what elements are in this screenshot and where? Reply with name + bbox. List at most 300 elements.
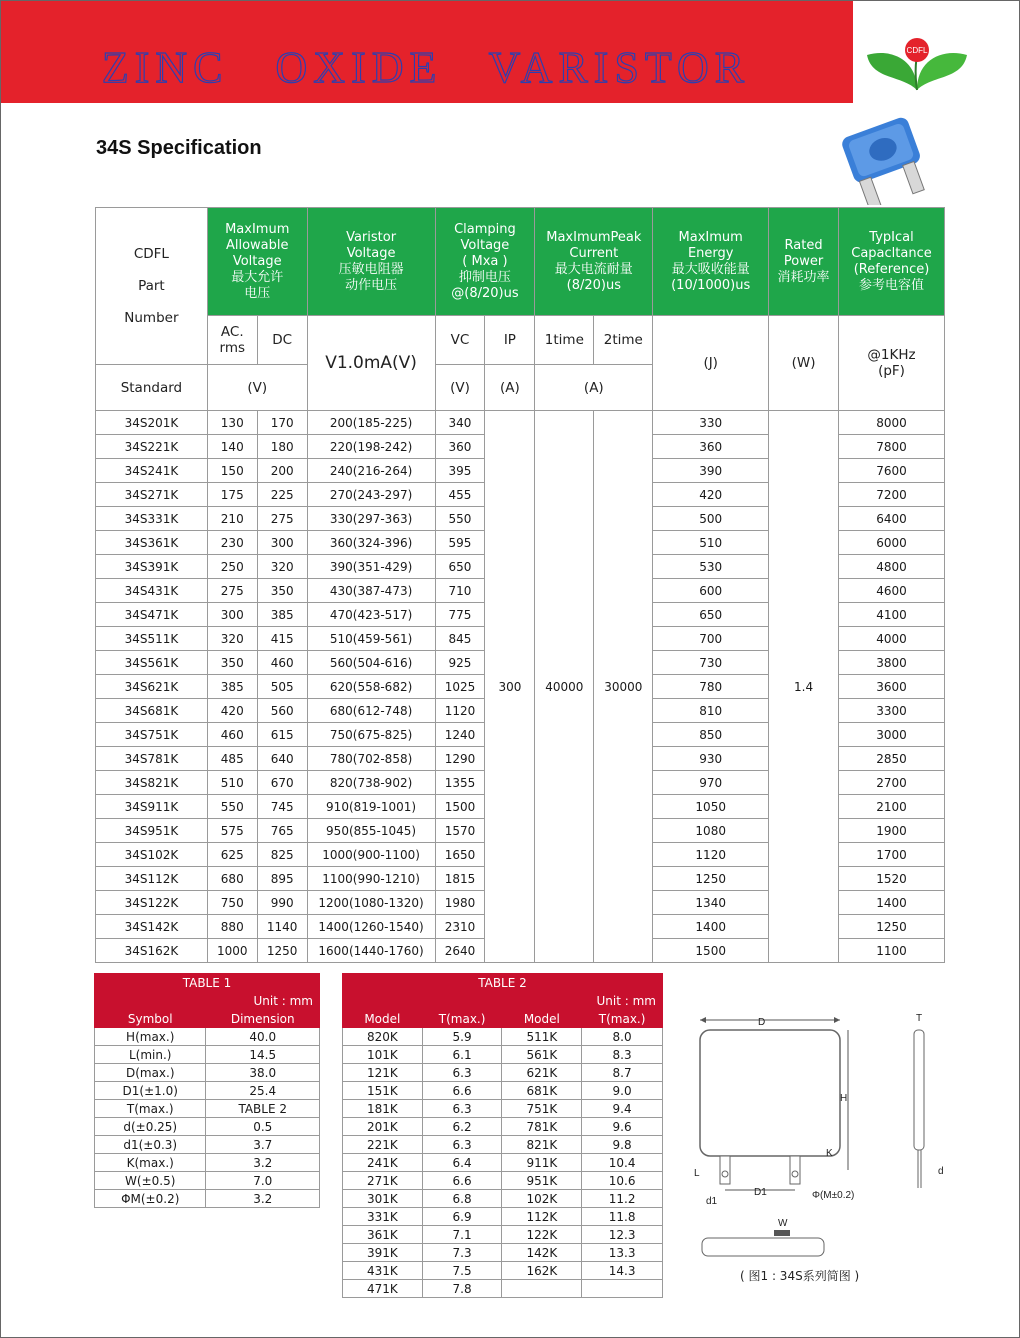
- t-max: [582, 1280, 663, 1298]
- varistor-voltage: 620(558-682): [307, 675, 435, 699]
- max-energy: 500: [653, 507, 769, 531]
- symbol: ΦM(±0.2): [95, 1190, 206, 1208]
- max-energy: 650: [653, 603, 769, 627]
- t-max: 6.9: [422, 1208, 502, 1226]
- varistor-voltage: 330(297-363): [307, 507, 435, 531]
- t-max: 8.0: [582, 1028, 663, 1046]
- table-2-row: [343, 1028, 663, 1046]
- dc-header: DC: [257, 316, 307, 365]
- part-number: 34S201K: [96, 411, 208, 435]
- model: 301K: [343, 1190, 423, 1208]
- dc-voltage: 415: [257, 627, 307, 651]
- t-max: 7.1: [422, 1226, 502, 1244]
- model: 181K: [343, 1100, 423, 1118]
- varistor-voltage: 1100(990-1210): [307, 867, 435, 891]
- ac-rms: 880: [207, 915, 257, 939]
- logo-text: CDFL: [906, 46, 928, 55]
- table-1-row: [95, 1082, 320, 1100]
- dc-voltage: 825: [257, 843, 307, 867]
- clamping-voltage: 1290: [435, 747, 485, 771]
- t-max: 9.6: [582, 1118, 663, 1136]
- t-max: 14.3: [582, 1262, 663, 1280]
- symbol: K(max.): [95, 1154, 206, 1172]
- power-unit-header: (W): [769, 316, 839, 411]
- t-max: 6.2: [422, 1118, 502, 1136]
- table-1-row: [95, 1154, 320, 1172]
- capacitance: 1400: [839, 891, 945, 915]
- peak-current-twice: 30000: [594, 411, 653, 963]
- max-energy: 970: [653, 771, 769, 795]
- max-energy: 730: [653, 651, 769, 675]
- drawing-caption: ( 图1 : 34S系列简图 ): [740, 1269, 860, 1283]
- capacitance: 4100: [839, 603, 945, 627]
- t-max: 6.6: [422, 1172, 502, 1190]
- t-max: 8.7: [582, 1064, 663, 1082]
- dimension: 38.0: [206, 1064, 320, 1082]
- max-energy: 930: [653, 747, 769, 771]
- ac-rms: 320: [207, 627, 257, 651]
- part-number-header: CDFL Part Number: [96, 208, 208, 365]
- t-max: 7.3: [422, 1244, 502, 1262]
- label-dd: d: [938, 1166, 944, 1177]
- table-2-row: [343, 1136, 663, 1154]
- t-max: 8.3: [582, 1046, 663, 1064]
- t-max: 5.9: [422, 1028, 502, 1046]
- varistor-voltage-header: Varistor Voltage 压敏电阻器 动作电压: [307, 208, 435, 316]
- dimension: 3.2: [206, 1154, 320, 1172]
- table-1-unit: Unit : mm: [95, 992, 320, 1010]
- varistor-voltage: 680(612-748): [307, 699, 435, 723]
- table-2-tmax-header: T(max.): [422, 1010, 502, 1028]
- max-energy: 390: [653, 459, 769, 483]
- clamping-voltage: 595: [435, 531, 485, 555]
- table-2-title: TABLE 2: [343, 974, 663, 992]
- part-number: 34S122K: [96, 891, 208, 915]
- t-max: 6.6: [422, 1082, 502, 1100]
- max-energy: 420: [653, 483, 769, 507]
- dc-voltage: 200: [257, 459, 307, 483]
- symbol: d1(±0.3): [95, 1136, 206, 1154]
- dc-voltage: 275: [257, 507, 307, 531]
- model: 122K: [502, 1226, 582, 1244]
- t-max: 9.4: [582, 1100, 663, 1118]
- voltage-unit-header: (V): [207, 365, 307, 411]
- capacitance: 8000: [839, 411, 945, 435]
- t-max: 11.2: [582, 1190, 663, 1208]
- dimension: 14.5: [206, 1046, 320, 1064]
- standard-header: Standard: [96, 365, 208, 411]
- table-2-unit: Unit : mm: [343, 992, 663, 1010]
- t-max: 6.1: [422, 1046, 502, 1064]
- t-max: 9.0: [582, 1082, 663, 1100]
- part-number: 34S142K: [96, 915, 208, 939]
- clamping-voltage: 1570: [435, 819, 485, 843]
- vc-unit-header: (V): [435, 365, 485, 411]
- vc-header: VC: [435, 316, 485, 365]
- max-energy: 530: [653, 555, 769, 579]
- clamping-voltage: 650: [435, 555, 485, 579]
- t-max: 6.8: [422, 1190, 502, 1208]
- capacitance: 4600: [839, 579, 945, 603]
- dc-voltage: 1250: [257, 939, 307, 963]
- max-energy: 1400: [653, 915, 769, 939]
- dc-voltage: 320: [257, 555, 307, 579]
- ac-rms: 250: [207, 555, 257, 579]
- max-energy: 600: [653, 579, 769, 603]
- max-energy: 1340: [653, 891, 769, 915]
- ac-rms: 275: [207, 579, 257, 603]
- dimension: 40.0: [206, 1028, 320, 1046]
- rated-power-header: Rated Power 消耗功率: [769, 208, 839, 316]
- capacitance: 6000: [839, 531, 945, 555]
- banner-title: ZINC OXIDE VARISTOR: [101, 43, 751, 92]
- table-2-row: [343, 1262, 663, 1280]
- dimension: 3.2: [206, 1190, 320, 1208]
- label-d1-small: d1: [706, 1196, 718, 1207]
- capacitance: 6400: [839, 507, 945, 531]
- varistor-voltage: 240(216-264): [307, 459, 435, 483]
- part-number: 34S821K: [96, 771, 208, 795]
- capacitance: 3300: [839, 699, 945, 723]
- varistor-voltage: 1000(900-1100): [307, 843, 435, 867]
- t-max: 13.3: [582, 1244, 663, 1262]
- clamping-voltage: 360: [435, 435, 485, 459]
- dimension-drawing: [688, 1008, 958, 1288]
- label-l: L: [694, 1168, 700, 1179]
- ac-rms: 510: [207, 771, 257, 795]
- max-energy: 810: [653, 699, 769, 723]
- label-t: T: [916, 1013, 923, 1024]
- table-1-row: [95, 1172, 320, 1190]
- model: 621K: [502, 1064, 582, 1082]
- part-number: 34S102K: [96, 843, 208, 867]
- ac-rms: 385: [207, 675, 257, 699]
- part-number: 34S911K: [96, 795, 208, 819]
- table-2-row: [343, 1064, 663, 1082]
- capacitance: 4000: [839, 627, 945, 651]
- part-number: 34S241K: [96, 459, 208, 483]
- model: 821K: [502, 1136, 582, 1154]
- model: 951K: [502, 1172, 582, 1190]
- symbol: d(±0.25): [95, 1118, 206, 1136]
- symbol: D1(±1.0): [95, 1082, 206, 1100]
- ac-rms: 420: [207, 699, 257, 723]
- max-energy: 780: [653, 675, 769, 699]
- max-energy: 1050: [653, 795, 769, 819]
- part-number: 34S221K: [96, 435, 208, 459]
- dc-voltage: 1140: [257, 915, 307, 939]
- table-2-row: [343, 1082, 663, 1100]
- t-max: 6.3: [422, 1100, 502, 1118]
- clamping-voltage: 1815: [435, 867, 485, 891]
- table-1: [94, 973, 320, 1208]
- clamping-voltage: 775: [435, 603, 485, 627]
- capacitance: 1900: [839, 819, 945, 843]
- clamping-voltage: 845: [435, 627, 485, 651]
- dc-voltage: 180: [257, 435, 307, 459]
- table-2-model-header-2: Model: [502, 1010, 582, 1028]
- max-energy: 700: [653, 627, 769, 651]
- clamping-voltage: 1355: [435, 771, 485, 795]
- varistor-voltage: 430(387-473): [307, 579, 435, 603]
- table-2-model-header: Model: [343, 1010, 423, 1028]
- model: 101K: [343, 1046, 423, 1064]
- clamping-voltage: 1980: [435, 891, 485, 915]
- varistor-voltage: 820(738-902): [307, 771, 435, 795]
- capacitance: 1250: [839, 915, 945, 939]
- max-energy: 1500: [653, 939, 769, 963]
- ac-rms: 460: [207, 723, 257, 747]
- t-max: 6.3: [422, 1064, 502, 1082]
- clamping-voltage: 1500: [435, 795, 485, 819]
- clamping-voltage: 925: [435, 651, 485, 675]
- peak-current-ip: 300: [485, 411, 535, 963]
- label-d1: D1: [754, 1187, 767, 1198]
- current-unit-header: (A): [535, 365, 653, 411]
- t-max: 7.5: [422, 1262, 502, 1280]
- ac-rms: 150: [207, 459, 257, 483]
- table-2-row: [343, 1046, 663, 1064]
- capacitance: 7800: [839, 435, 945, 459]
- varistor-voltage: 200(185-225): [307, 411, 435, 435]
- clamping-voltage: 1120: [435, 699, 485, 723]
- varistor-voltage: 470(423-517): [307, 603, 435, 627]
- table-2-row: [343, 1244, 663, 1262]
- model: 241K: [343, 1154, 423, 1172]
- max-energy: 1250: [653, 867, 769, 891]
- model: 151K: [343, 1082, 423, 1100]
- model: 271K: [343, 1172, 423, 1190]
- table-2-row: [343, 1280, 663, 1298]
- t-max: 12.3: [582, 1226, 663, 1244]
- dc-voltage: 670: [257, 771, 307, 795]
- table-2-row: [343, 1172, 663, 1190]
- ac-rms: 130: [207, 411, 257, 435]
- part-number: 34S621K: [96, 675, 208, 699]
- symbol: L(min.): [95, 1046, 206, 1064]
- max-allowable-voltage-header: MaxImum Allowable Voltage 最大允许 电压: [207, 208, 307, 316]
- dc-voltage: 640: [257, 747, 307, 771]
- t-max: 6.4: [422, 1154, 502, 1172]
- part-number: 34S391K: [96, 555, 208, 579]
- model: 331K: [343, 1208, 423, 1226]
- model: 431K: [343, 1262, 423, 1280]
- dc-voltage: 385: [257, 603, 307, 627]
- model: 112K: [502, 1208, 582, 1226]
- part-number: 34S361K: [96, 531, 208, 555]
- max-energy-header: MaxImum Energy 最大吸收能量 (10/1000)us: [653, 208, 769, 316]
- max-energy: 850: [653, 723, 769, 747]
- model: 221K: [343, 1136, 423, 1154]
- max-energy: 1120: [653, 843, 769, 867]
- capacitance: 1520: [839, 867, 945, 891]
- ac-rms: 575: [207, 819, 257, 843]
- section-title: 34S Specification: [96, 137, 262, 159]
- varistor-voltage: 390(351-429): [307, 555, 435, 579]
- model: 391K: [343, 1244, 423, 1262]
- v1ma-header: V1.0mA(V): [307, 316, 435, 411]
- label-k: K: [826, 1148, 833, 1159]
- t-max: 10.4: [582, 1154, 663, 1172]
- model: 471K: [343, 1280, 423, 1298]
- varistor-voltage: 220(198-242): [307, 435, 435, 459]
- clamping-voltage: 340: [435, 411, 485, 435]
- table-2-row: [343, 1100, 663, 1118]
- table-1-row: [95, 1064, 320, 1082]
- dc-voltage: 300: [257, 531, 307, 555]
- table-1-row: [95, 1046, 320, 1064]
- table-2-row: [343, 1118, 663, 1136]
- dc-voltage: 350: [257, 579, 307, 603]
- part-number: 34S471K: [96, 603, 208, 627]
- ac-rms: 750: [207, 891, 257, 915]
- clamping-voltage: 455: [435, 483, 485, 507]
- symbol: W(±0.5): [95, 1172, 206, 1190]
- t-max: 11.8: [582, 1208, 663, 1226]
- model: 820K: [343, 1028, 423, 1046]
- table-2-tmax-header-2: T(max.): [582, 1010, 663, 1028]
- table-1-row: [95, 1028, 320, 1046]
- ac-rms: 175: [207, 483, 257, 507]
- capacitance: 3000: [839, 723, 945, 747]
- part-number: 34S431K: [96, 579, 208, 603]
- clamping-voltage-header: Clamping Voltage ( Mxa ) 抑制电压 @(8/20)us: [435, 208, 535, 316]
- ip-header: IP: [485, 316, 535, 365]
- model: 162K: [502, 1262, 582, 1280]
- part-number: 34S751K: [96, 723, 208, 747]
- table-2-row: [343, 1154, 663, 1172]
- ac-rms: 1000: [207, 939, 257, 963]
- table-1-row: [95, 1190, 320, 1208]
- model: 751K: [502, 1100, 582, 1118]
- max-energy: 510: [653, 531, 769, 555]
- part-number: 34S681K: [96, 699, 208, 723]
- spec-row: [96, 411, 945, 435]
- table-1-title: TABLE 1: [95, 974, 320, 992]
- capacitance: 1700: [839, 843, 945, 867]
- table-2-row: [343, 1226, 663, 1244]
- clamping-voltage: 1650: [435, 843, 485, 867]
- symbol: H(max.): [95, 1028, 206, 1046]
- capacitance: 7200: [839, 483, 945, 507]
- part-number: 34S271K: [96, 483, 208, 507]
- varistor-voltage: 750(675-825): [307, 723, 435, 747]
- capacitance: 3600: [839, 675, 945, 699]
- energy-unit-header: (J): [653, 316, 769, 411]
- capacitance: 2850: [839, 747, 945, 771]
- part-number: 34S561K: [96, 651, 208, 675]
- ac-rms: 350: [207, 651, 257, 675]
- ip-unit-header: (A): [485, 365, 535, 411]
- part-number: 34S951K: [96, 819, 208, 843]
- model: 561K: [502, 1046, 582, 1064]
- capacitance-header: TypIcal Capacltance (Reference) 参考电容值: [839, 208, 945, 316]
- clamping-voltage: 395: [435, 459, 485, 483]
- label-h: H: [840, 1093, 848, 1104]
- clamping-voltage: 550: [435, 507, 485, 531]
- model: 201K: [343, 1118, 423, 1136]
- varistor-voltage: 780(702-858): [307, 747, 435, 771]
- table-2: [342, 973, 663, 1298]
- capacitance: 7600: [839, 459, 945, 483]
- table-1-row: [95, 1136, 320, 1154]
- dc-voltage: 990: [257, 891, 307, 915]
- symbol: T(max.): [95, 1100, 206, 1118]
- dc-voltage: 560: [257, 699, 307, 723]
- model: 102K: [502, 1190, 582, 1208]
- t-max: 9.8: [582, 1136, 663, 1154]
- peak-current-once: 40000: [535, 411, 594, 963]
- varistor-voltage: 360(324-396): [307, 531, 435, 555]
- dc-voltage: 225: [257, 483, 307, 507]
- dc-voltage: 615: [257, 723, 307, 747]
- t-max: 6.3: [422, 1136, 502, 1154]
- label-m: Φ(M±0.2): [812, 1190, 855, 1201]
- max-energy: 360: [653, 435, 769, 459]
- max-energy: 330: [653, 411, 769, 435]
- dc-voltage: 170: [257, 411, 307, 435]
- ac-rms: 680: [207, 867, 257, 891]
- max-energy: 1080: [653, 819, 769, 843]
- clamping-voltage: 710: [435, 579, 485, 603]
- spec-table: [95, 207, 945, 963]
- dc-voltage: 505: [257, 675, 307, 699]
- table-2-row: [343, 1208, 663, 1226]
- ac-rms: 210: [207, 507, 257, 531]
- part-number: 34S162K: [96, 939, 208, 963]
- model: 142K: [502, 1244, 582, 1262]
- capacitance: 4800: [839, 555, 945, 579]
- dc-voltage: 895: [257, 867, 307, 891]
- part-number: 34S511K: [96, 627, 208, 651]
- model: 361K: [343, 1226, 423, 1244]
- ac-rms: 485: [207, 747, 257, 771]
- varistor-product-image: [830, 105, 940, 205]
- twice-header: 2time: [594, 316, 653, 365]
- label-d: D: [758, 1017, 766, 1028]
- model: 911K: [502, 1154, 582, 1172]
- varistor-voltage: 1400(1260-1540): [307, 915, 435, 939]
- table-1-symbol-header: Symbol: [95, 1010, 206, 1028]
- dc-voltage: 745: [257, 795, 307, 819]
- varistor-voltage: 560(504-616): [307, 651, 435, 675]
- peak-current-header: MaxImumPeak Current 最大电流耐量 (8/20)us: [535, 208, 653, 316]
- varistor-voltage: 950(855-1045): [307, 819, 435, 843]
- varistor-voltage: 1600(1440-1760): [307, 939, 435, 963]
- capacitance: 1100: [839, 939, 945, 963]
- model: 681K: [502, 1082, 582, 1100]
- model: 121K: [343, 1064, 423, 1082]
- dc-voltage: 765: [257, 819, 307, 843]
- once-header: 1time: [535, 316, 594, 365]
- clamping-voltage: 2310: [435, 915, 485, 939]
- dimension: 0.5: [206, 1118, 320, 1136]
- table-1-row: [95, 1100, 320, 1118]
- ac-rms: 550: [207, 795, 257, 819]
- clamping-voltage: 1025: [435, 675, 485, 699]
- capacitance: 3800: [839, 651, 945, 675]
- ac-rms: 625: [207, 843, 257, 867]
- table-2-row: [343, 1190, 663, 1208]
- ac-rms: 230: [207, 531, 257, 555]
- part-number: 34S331K: [96, 507, 208, 531]
- label-w: W: [778, 1218, 788, 1229]
- model: [502, 1280, 582, 1298]
- table-1-row: [95, 1118, 320, 1136]
- varistor-voltage: 1200(1080-1320): [307, 891, 435, 915]
- varistor-voltage: 910(819-1001): [307, 795, 435, 819]
- ac-rms-header: AC. rms: [207, 316, 257, 365]
